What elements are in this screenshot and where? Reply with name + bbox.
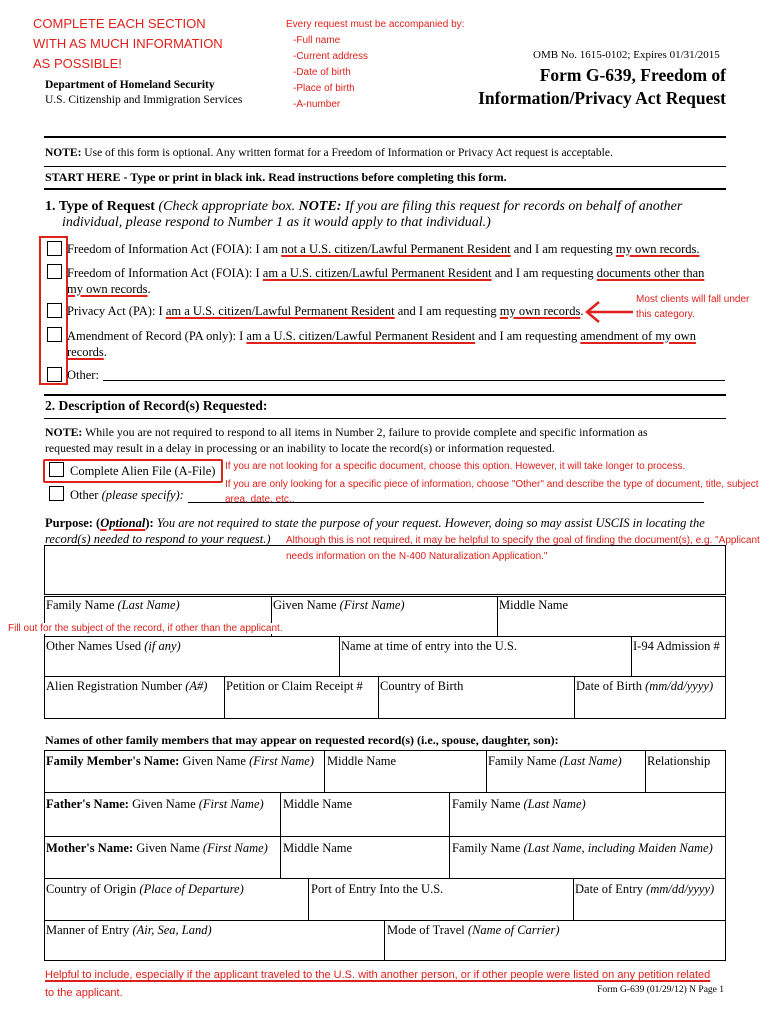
mother-family-label: Family Name (Last Name, including Maiden Name) <box>452 841 713 855</box>
manner-of-entry-label: Manner of Entry (Air, Sea, Land) <box>46 923 212 937</box>
family-helpful-annotation: Helpful to include, especially if the applicant traveled to the U.S. with another person, or if other people were listed on any petition related to the applicant. <box>45 969 711 999</box>
agency-name: Department of Homeland Security <box>45 79 215 91</box>
family-member-given-input[interactable] <box>45 770 324 790</box>
mother-middle-input[interactable] <box>281 857 449 877</box>
port-of-entry-input[interactable] <box>309 899 573 919</box>
section-1-title <box>45 198 682 215</box>
header-left-note-line-1: COMPLETE EACH SECTION <box>33 16 206 31</box>
agency-subtitle: U.S. Citizenship and Immigration Services <box>45 94 243 106</box>
subject-family-name-label: Family Name (Last Name) <box>46 598 180 612</box>
other-record-annotation: If you are only looking for a specific piece of information, choose "Other" and describe the type of document, title, subject area, date, etc.. <box>225 479 759 505</box>
alien-registration-input[interactable] <box>45 696 224 716</box>
subject-middle-name-label: Middle Name <box>499 598 569 612</box>
option-other-label: Other: <box>67 368 99 382</box>
omb-number: OMB No. 1615-0102; Expires 01/31/2015 <box>533 49 720 61</box>
section-1-note-label: NOTE: <box>298 199 342 214</box>
afile-annotation: If you are not looking for a specific document, choose this option. However, it will take longer to process. <box>225 461 686 472</box>
mother-given-input[interactable] <box>45 857 280 877</box>
petition-receipt-label: Petition or Claim Receipt # <box>226 679 363 693</box>
requirement-item: -Full name <box>293 35 341 46</box>
i94-input[interactable] <box>632 655 725 675</box>
optional-use-note <box>45 147 613 159</box>
option-amendment: Amendment of Record (PA only): I am a U.S. citizen/Lawful Permanent Resident and I am requesting amendment of my own records. <box>67 329 696 359</box>
section-1-instruction: (Check appropriate box. <box>154 199 299 214</box>
header-divider <box>44 136 726 138</box>
mother-family-input[interactable] <box>450 857 725 877</box>
form-title-line-1: Form G-639, Freedom of <box>539 65 726 85</box>
start-here-top-rule <box>44 166 726 167</box>
father-family-input[interactable] <box>450 814 725 834</box>
date-of-entry-label: Date of Entry (mm/dd/yyyy) <box>575 882 715 896</box>
option-foia-not-citizen: Freedom of Information Act (FOIA): I am not a U.S. citizen/Lawful Permanent Resident and I am requesting my own records. <box>67 242 700 256</box>
section-2-title: 2. Description of Record(s) Requested: <box>45 398 268 413</box>
country-of-origin-input[interactable] <box>45 899 308 919</box>
annotation-arrow-icon <box>583 300 635 324</box>
header-left-note-line-3: AS POSSIBLE! <box>33 56 122 71</box>
requirement-item: -Date of birth <box>293 67 351 78</box>
subject-middle-name-input[interactable] <box>498 614 725 634</box>
section-2-title-rule <box>44 418 726 419</box>
country-of-birth-label: Country of Birth <box>380 679 464 693</box>
option-privacy-act: Privacy Act (PA): I am a U.S. citizen/Lawful Permanent Resident and I am requesting my own records. <box>67 304 584 318</box>
family-member-relationship-input[interactable] <box>646 770 725 790</box>
option-foia-citizen: Freedom of Information Act (FOIA): I am a U.S. citizen/Lawful Permanent Resident and I am requesting documents other than my own records. <box>67 266 705 296</box>
requirement-item: -A-number <box>293 99 341 110</box>
date-of-birth-label: Date of Birth (mm/dd/yyyy) <box>576 679 714 693</box>
family-member-family-label: Family Name (Last Name) <box>488 754 622 768</box>
section-2-note: NOTE: While you are not required to respond to all items in Number 2, failure to provide complete and specific information as requested may result in a delay in processing or an inability to locate the record(s) or information requested. <box>45 425 648 455</box>
foia-not-citizen-checkbox[interactable] <box>47 241 62 256</box>
optional-use-note-label: NOTE: <box>45 147 82 159</box>
amendment-checkbox[interactable] <box>47 327 62 342</box>
father-middle-input[interactable] <box>281 814 449 834</box>
father-given-label: Father's Name: Given Name (First Name) <box>46 797 264 811</box>
form-title-line-2: Information/Privacy Act Request <box>478 88 726 108</box>
subject-given-name-input[interactable] <box>272 614 497 634</box>
foia-citizen-checkbox[interactable] <box>47 264 62 279</box>
section-1-heading: 1. Type of Request <box>45 199 155 214</box>
privacy-act-annotation: Most clients will fall under this category. <box>636 294 750 320</box>
section-1-note-text: If you are filing this request for records on behalf of another <box>341 199 683 214</box>
family-member-middle-input[interactable] <box>325 770 486 790</box>
option-complete-afile: Complete Alien File (A-File) <box>70 464 216 478</box>
father-given-input[interactable] <box>45 814 280 834</box>
requirement-item: -Place of birth <box>293 83 355 94</box>
family-member-relationship-label: Relationship <box>647 754 711 768</box>
request-requirements-note <box>286 17 464 113</box>
family-member-family-input[interactable] <box>487 770 645 790</box>
name-at-entry-label: Name at time of entry into the U.S. <box>341 639 518 653</box>
port-of-entry-label: Port of Entry Into the U.S. <box>311 882 444 896</box>
requirement-item: -Current address <box>293 51 369 62</box>
privacy-act-checkbox[interactable] <box>47 303 62 318</box>
other-names-input[interactable] <box>45 655 339 675</box>
date-of-birth-input[interactable] <box>575 696 725 716</box>
purpose-optional-label: Optional <box>100 516 146 530</box>
optional-use-note-text: Use of this form is optional. Any written format for a Freedom of Information or Privacy Act request is acceptable. <box>81 147 613 159</box>
name-at-entry-input[interactable] <box>340 655 631 675</box>
family-member-middle-label: Middle Name <box>327 754 397 768</box>
mode-of-travel-label: Mode of Travel (Name of Carrier) <box>387 923 560 937</box>
purpose-instructions: Purpose: (Optional): You are not required to state the purpose of your request. However, doing so may assist USCIS in locating the record(s) needed to respond to your request.) <box>45 516 705 546</box>
father-middle-label: Middle Name <box>283 797 353 811</box>
mother-given-label: Mother's Name: Given Name (First Name) <box>46 841 268 855</box>
section-1-bottom-rule <box>44 394 726 396</box>
other-names-label: Other Names Used (if any) <box>46 639 181 653</box>
mother-middle-label: Middle Name <box>283 841 353 855</box>
subject-fill-note: Fill out for the subject of the record, if other than the applicant. <box>8 623 283 634</box>
form-title <box>478 64 726 110</box>
date-of-entry-input[interactable] <box>574 899 725 919</box>
other-request-checkbox[interactable] <box>47 367 62 382</box>
form-footer-id: Form G-639 (01/29/12) N Page 1 <box>597 985 724 995</box>
family-member-given-label: Family Member's Name: Given Name (First Name) <box>46 754 315 768</box>
petition-receipt-input[interactable] <box>225 696 378 716</box>
country-of-birth-input[interactable] <box>379 696 574 716</box>
manner-of-entry-input[interactable] <box>45 939 384 959</box>
header-left-note-line-2: WITH AS MUCH INFORMATION <box>33 36 223 51</box>
other-request-input[interactable] <box>103 380 725 381</box>
start-here-bottom-rule <box>44 188 726 190</box>
purpose-input-box[interactable] <box>44 545 726 595</box>
other-record-checkbox[interactable] <box>49 486 64 501</box>
request-requirements-title: Every request must be accompanied by: <box>286 19 465 30</box>
mode-of-travel-input[interactable] <box>385 939 725 959</box>
afile-checkbox[interactable] <box>49 462 64 477</box>
alien-registration-label: Alien Registration Number (A#) <box>46 679 208 693</box>
father-family-label: Family Name (Last Name) <box>452 797 586 811</box>
country-of-origin-label: Country of Origin (Place of Departure) <box>46 882 244 896</box>
start-here-instructions: START HERE - Type or print in black ink. Read instructions before completing this form. <box>45 170 507 184</box>
purpose-annotation: Although this is not required, it may be helpful to specify the goal of finding the document(s), e.g. "Applicant needs information on the N-400 Naturalization Application." <box>286 535 760 562</box>
option-other-record: Other (please specify): <box>70 488 184 502</box>
subject-given-name-label: Given Name (First Name) <box>273 598 405 612</box>
i94-label: I-94 Admission # <box>633 639 720 653</box>
header-left-note <box>33 14 223 74</box>
section-1-title-line-2: individual, please respond to Number 1 as it would apply to that individual.) <box>62 215 491 230</box>
family-members-header: Names of other family members that may appear on requested record(s) (i.e., spouse, daughter, son): <box>45 733 559 747</box>
